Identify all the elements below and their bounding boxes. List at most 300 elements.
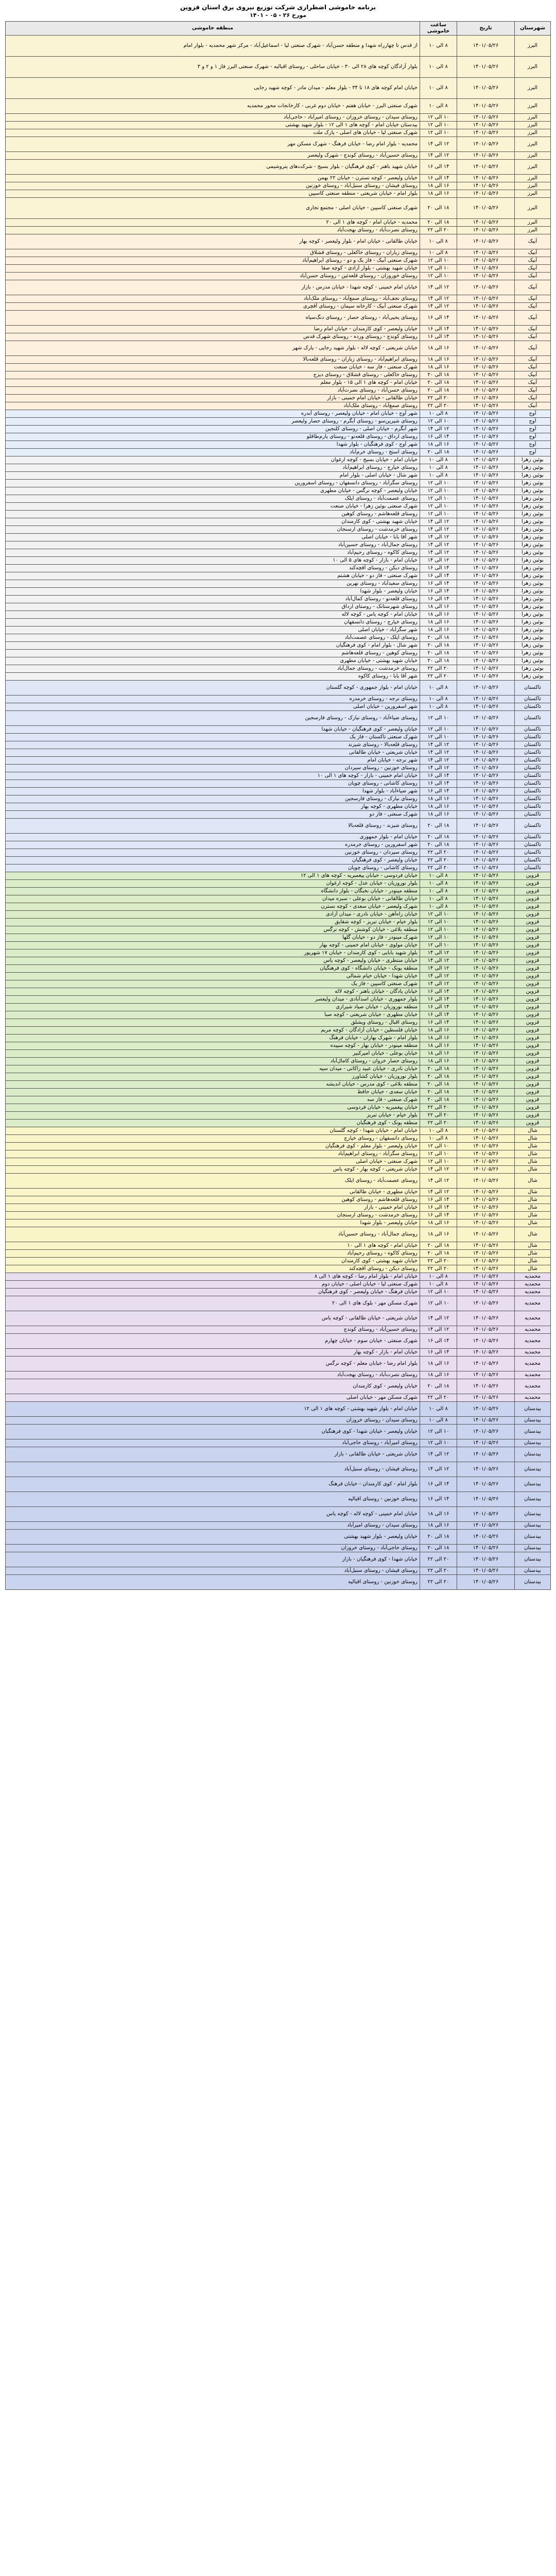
date-cell: ۱۴۰۱/۰۵/۲۶ [457,803,515,811]
table-row [6,919,551,926]
time-cell: ۲۰ الی ۲۲ [420,395,457,402]
time-cell: ۱۴ الی ۱۶ [420,596,457,603]
date-cell: ۱۴۰۱/۰۵/۲۶ [457,1447,515,1462]
time-cell: ۸ الی ۱۰ [420,880,457,888]
table-row [6,1158,551,1166]
date-cell: ۱۴۰۱/۰۵/۲۶ [457,1522,515,1530]
date-cell: ۱۴۰۱/۰۵/۲۶ [457,441,515,449]
city-cell: قزوین [515,1112,551,1120]
table-row [6,803,551,811]
city-cell: شال [515,1166,551,1174]
date-cell: ۱۴۰۱/۰۵/۲۶ [457,480,515,487]
time-cell: ۱۶ الی ۱۸ [420,1219,457,1227]
city-cell: شال [515,1227,551,1242]
outage-area-cell: شهرک صنعتی البرز - خیابان هفتم - خیابان دوم غربی - کارخانجات محور محمدیه [6,99,420,114]
date-cell: ۱۴۰۱/۰۵/۲۶ [457,888,515,895]
city-cell: بیدستان [515,1425,551,1439]
outage-area-cell: خیابان امام - بلوار جمهوری - کوچه گلستان [6,681,420,696]
city-cell: بوئین زهرا [515,657,551,665]
time-cell: ۱۴ الی ۱۶ [420,1196,457,1204]
outage-area-cell: روستای جمال‌آباد - روستای حسین‌آباد [6,541,420,549]
date-cell: ۱۴۰۱/۰۵/۲۶ [457,1212,515,1219]
time-cell: ۱۸ الی ۲۰ [420,449,457,456]
outage-area-cell: روستای نرجه - روستای خرمدره [6,696,420,703]
date-cell: ۱۴۰۱/۰۵/۲۶ [457,1334,515,1349]
outage-area-cell: خیابان امام - کوچه یاس - کوچه لاله [6,611,420,619]
table-row [6,1258,551,1265]
date-cell: ۱۴۰۱/۰۵/۲۶ [457,1349,515,1357]
date-cell: ۱۴۰۱/۰۵/۲۶ [457,265,515,273]
date-cell: ۱۴۰۱/۰۵/۲۶ [457,1439,515,1447]
table-row [6,681,551,696]
city-cell: شال [515,1189,551,1196]
time-cell: ۱۲ الی ۱۴ [420,950,457,957]
time-cell: ۱۴ الی ۱۶ [420,1212,457,1219]
city-cell: قزوین [515,988,551,996]
outage-area-cell: شهرک صنعتی - فاز دو [6,811,420,819]
outage-area-cell: خیابان مطهری - کوچه بهار [6,803,420,811]
time-cell: ۸ الی ۱۰ [420,703,457,711]
table-row [6,518,551,526]
outage-area-cell: بلوار نوروزیان - خیابان کشاورز [6,1073,420,1081]
date-cell: ۱۴۰۱/۰۵/۲۶ [457,280,515,295]
time-cell: ۸ الی ۱۰ [420,1273,457,1281]
outage-area-cell: روستای یحیی‌آباد - روستای حصار - روستای دنگ‌سیاه [6,311,420,326]
date-cell: ۱۴۰۱/۰۵/۲۶ [457,57,515,78]
date-cell: ۱۴۰۱/۰۵/۲۶ [457,1379,515,1394]
outage-area-cell: خیابان امام خمینی - کوچه لاله - کوچه یاس [6,1507,420,1522]
outage-area-cell: خیابان امام - خیابان شهدا - کوچه گلستان [6,1127,420,1135]
city-cell: محمدیه [515,1326,551,1334]
time-cell: ۱۰ الی ۱۲ [420,495,457,503]
table-row [6,1379,551,1394]
date-cell: ۱۴۰۱/۰۵/۲۶ [457,549,515,557]
table-row [6,1447,551,1462]
city-cell: آبیک [515,273,551,280]
table-row [6,511,551,518]
table-row [6,1011,551,1019]
time-cell: ۱۸ الی ۲۰ [420,834,457,841]
schedule-page [5,0,551,1590]
city-cell: البرز [515,152,551,160]
outage-area-cell: منطقه مینودر - خیابان بهار - کوچه سپیده [6,1042,420,1050]
time-cell: ۱۰ الی ۱۲ [420,503,457,511]
city-cell: قزوین [515,1027,551,1035]
date-cell: ۱۴۰۱/۰۵/۲۶ [457,681,515,696]
time-cell: ۱۲ الی ۱۴ [420,280,457,295]
time-cell: ۸ الی ۱۰ [420,1402,457,1417]
table-row [6,657,551,665]
city-cell: آبیک [515,280,551,295]
date-cell: ۱۴۰۱/۰۵/۲۶ [457,303,515,311]
date-cell: ۱۴۰۱/۰۵/۲۶ [457,1545,515,1552]
table-row [6,114,551,122]
time-cell: ۱۸ الی ۲۰ [420,1242,457,1250]
date-cell: ۱۴۰۱/۰۵/۲۶ [457,895,515,903]
time-cell: ۱۲ الی ۱۴ [420,137,457,152]
time-cell: ۸ الی ۱۰ [420,903,457,911]
outage-area-cell: خیابان شهید بهشتی - کوی کارمندان [6,518,420,526]
time-cell: ۱۶ الی ۱۸ [420,364,457,371]
city-cell: بوئین زهرا [515,611,551,619]
outage-area-cell: روستای سگزآباد - روستای دانسفهان - روستای اسفرورین [6,480,420,487]
time-cell: ۱۰ الی ۱۲ [420,1425,457,1439]
outage-area-cell: خیابان امام خمینی - بازار [6,1204,420,1212]
outage-area-cell: روستای دیکن - روستای آقچه‌کند [6,565,420,572]
date-cell: ۱۴۰۱/۰۵/۲۶ [457,1089,515,1096]
time-cell: ۸ الی ۱۰ [420,78,457,99]
time-cell: ۲۰ الی ۲۲ [420,402,457,410]
outage-area-cell: روستای فیشان - روستای سنبل‌آباد - روستای خوزنین [6,182,420,190]
table-row [6,1371,551,1379]
table-row [6,152,551,160]
time-cell: ۲۰ الی ۲۲ [420,227,457,234]
city-cell: بیدستان [515,1492,551,1507]
date-cell: ۱۴۰۱/۰۵/۲۶ [457,1477,515,1492]
table-row [6,1058,551,1065]
time-cell: ۸ الی ۱۰ [420,249,457,257]
time-cell: ۱۰ الی ۱۲ [420,1289,457,1296]
time-cell: ۱۶ الی ۱۸ [420,1027,457,1035]
time-cell: ۱۰ الی ۱۲ [420,122,457,129]
time-cell: ۱۶ الی ۱۸ [420,626,457,634]
city-cell: بوئین زهرا [515,472,551,480]
city-cell: قزوین [515,1011,551,1019]
time-cell: ۱۴ الی ۱۶ [420,772,457,780]
outage-area-cell: خیابان ولیعصر - کوی کارمندان [6,1379,420,1394]
city-cell: محمدیه [515,1357,551,1371]
time-cell: ۱۰ الی ۱۲ [420,480,457,487]
table-row [6,487,551,495]
table-row [6,741,551,749]
time-cell: ۱۰ الی ۱۲ [420,418,457,426]
time-cell: ۱۰ الی ۱۲ [420,1158,457,1166]
table-row [6,78,551,99]
date-cell: ۱۴۰۱/۰۵/۲۶ [457,819,515,834]
time-cell: ۱۴ الی ۱۶ [420,788,457,795]
table-row [6,1311,551,1326]
outage-area-cell: منطقه نوروزیان - خیابان صیاد شیرازی [6,1004,420,1011]
city-cell: قزوین [515,950,551,957]
city-cell: آبیک [515,333,551,341]
date-cell: ۱۴۰۱/۰۵/۲۶ [457,841,515,849]
table-row [6,503,551,511]
city-cell: قزوین [515,942,551,950]
city-cell: آبیک [515,356,551,364]
table-row [6,1296,551,1311]
outage-area-cell: خیابان امام - کوچه های ۱ الی ۱۵ - بلوار معلم [6,379,420,387]
outage-area-cell: خیابان بوعلی - خیابان امیرکبیر [6,1050,420,1058]
city-cell: قزوین [515,973,551,980]
outage-area-cell: شهر آقا بابا - روستای کاکوه [6,673,420,681]
time-cell: ۱۸ الی ۲۰ [420,1073,457,1081]
date-cell: ۱۴۰۱/۰۵/۲۶ [457,129,515,137]
table-row [6,1042,551,1050]
city-cell: شال [515,1196,551,1204]
city-cell: البرز [515,227,551,234]
date-cell: ۱۴۰۱/۰۵/۲۶ [457,934,515,942]
table-row [6,472,551,480]
time-cell: ۱۲ الی ۱۴ [420,957,457,965]
table-row [6,911,551,919]
table-row [6,895,551,903]
city-cell: قزوین [515,957,551,965]
date-cell: ۱۴۰۱/۰۵/۲۶ [457,1462,515,1477]
table-row [6,379,551,387]
table-row [6,426,551,433]
outage-area-cell: خیابان امام - بلوار شهید بهشتی - کوچه های ۱ الی ۱۲ [6,1402,420,1417]
date-cell: ۱۴۰۱/۰۵/۲۶ [457,410,515,418]
city-cell: قزوین [515,1081,551,1089]
table-row [6,703,551,711]
table-row [6,1357,551,1371]
table-row [6,565,551,572]
time-cell: ۸ الی ۱۰ [420,1281,457,1289]
date-cell: ۱۴۰۱/۰۵/۲۶ [457,341,515,356]
time-cell: ۱۶ الی ۱۸ [420,803,457,811]
time-cell: ۱۶ الی ۱۸ [420,1227,457,1242]
date-cell: ۱۴۰۱/۰۵/۲۶ [457,1104,515,1112]
city-cell: بوئین زهرا [515,588,551,596]
time-cell: ۱۶ الی ۱۸ [420,795,457,803]
date-cell: ۱۴۰۱/۰۵/۲۶ [457,788,515,795]
outage-area-cell: خیابان شریعتی - خیابان طالقانی - بازار [6,1447,420,1462]
table-row [6,464,551,472]
date-cell: ۱۴۰۱/۰۵/۲۶ [457,1311,515,1326]
outage-area-cell: خیابان نادری - خیابان عبید زاکانی - میدان سپه [6,1065,420,1073]
outage-area-cell: روستای خوروزان - روستای قلعه‌ئین - روستای حسن‌آباد [6,273,420,280]
table-row [6,549,551,557]
date-cell: ۱۴۰۱/۰۵/۲۶ [457,464,515,472]
table-row [6,1166,551,1174]
outage-area-cell: خیابان امام خمینی - کوچه شهدا - خیابان مدرس - بازار [6,280,420,295]
table-row [6,1065,551,1073]
city-cell: قزوین [515,1058,551,1065]
time-cell: ۱۶ الی ۱۸ [420,1035,457,1042]
outage-area-cell: روستای نجف‌آباد - روستای صمغ‌آباد - روستای ملک‌آباد [6,295,420,303]
date-cell: ۱۴۰۱/۰۵/۲۶ [457,1042,515,1050]
time-cell: ۱۲ الی ۱۴ [420,526,457,534]
time-cell: ۱۸ الی ۲۰ [420,841,457,849]
table-row [6,988,551,996]
outage-area-cell: روستای ایلک - روستای عصمت‌آباد [6,634,420,642]
city-cell: آبیک [515,257,551,265]
date-cell: ۱۴۰۱/۰۵/۲۶ [457,1242,515,1250]
table-row [6,265,551,273]
time-cell: ۱۲ الی ۱۴ [420,765,457,772]
city-cell: آبیک [515,371,551,379]
table-row [6,673,551,681]
outage-area-cell: خیابان ولیعصر - کوی فرهنگیان - خیابان شهدا [6,726,420,734]
table-row [6,1522,551,1530]
time-cell: ۸ الی ۱۰ [420,1127,457,1135]
table-row [6,449,551,456]
date-cell: ۱۴۰۱/۰۵/۲۶ [457,665,515,673]
city-cell: آبیک [515,234,551,249]
outage-area-cell: خیابان ولیعصر - کوی فرهنگیان [6,857,420,865]
table-row [6,834,551,841]
outage-area-cell: شهر سگزآباد - خیابان اصلی [6,626,420,634]
city-cell: بیدستان [515,1575,551,1590]
column-header-date: تاریخ [457,22,515,36]
date-cell: ۱۴۰۱/۰۵/۲۶ [457,741,515,749]
city-cell: بوئین زهرا [515,534,551,541]
city-cell: محمدیه [515,1289,551,1296]
table-row [6,311,551,326]
time-cell: ۲۰ الی ۲۲ [420,1104,457,1112]
city-cell: شال [515,1250,551,1258]
city-cell: بیدستان [515,1439,551,1447]
time-cell: ۱۸ الی ۲۰ [420,219,457,227]
city-cell: تاکستان [515,788,551,795]
table-row [6,1135,551,1143]
date-cell: ۱۴۰۱/۰۵/۲۶ [457,487,515,495]
city-cell: بوئین زهرا [515,642,551,650]
date-cell: ۱۴۰۱/۰۵/۲۶ [457,1492,515,1507]
table-row [6,190,551,198]
table-row [6,257,551,265]
city-cell: تاکستان [515,681,551,696]
outage-area-cell: خیابان منتظری - خیابان ولیعصر - کوچه یاس [6,957,420,965]
time-cell: ۱۲ الی ۱۴ [420,534,457,541]
column-header-city: شهرستان [515,22,551,36]
outage-area-cell: شهر اسفرورین - روستای خرمدره [6,841,420,849]
table-row [6,1567,551,1575]
outage-area-cell: روستای نصرت‌آباد - روستای بهجت‌آباد [6,227,420,234]
outage-area-cell: شهرک صنعتی آبیک - فاز یک و دو - روستای ابراهیم‌آباد [6,257,420,265]
time-cell: ۱۰ الی ۱۲ [420,1296,457,1311]
date-cell: ۱۴۰۱/۰۵/۲۶ [457,456,515,464]
date-cell: ۱۴۰۱/۰۵/۲۶ [457,426,515,433]
outage-area-cell: خیابان فلسطین - خیابان آزادگان - کوچه مریم [6,1027,420,1035]
time-cell: ۱۲ الی ۱۴ [420,1189,457,1196]
city-cell: بیدستان [515,1530,551,1545]
date-cell: ۱۴۰۱/۰۵/۲۶ [457,1250,515,1258]
outage-area-cell: از قدس تا چهارراه شهدا و منطقه حسن‌آباد - شهرک صنعتی لیا - اسماعیل‌آباد - مرکز شهر محمدیه - بلوار امام [6,36,420,57]
time-cell: ۱۸ الی ۲۰ [420,1081,457,1089]
city-cell: آوج [515,433,551,441]
outage-area-cell: شهرک مسکن مهر - بلوک های ۱ الی ۲۰ [6,1296,420,1311]
time-cell: ۱۲ الی ۱۴ [420,541,457,549]
city-cell: محمدیه [515,1273,551,1281]
table-row [6,418,551,426]
time-cell: ۱۲ الی ۱۴ [420,557,457,565]
date-cell: ۱۴۰۱/۰۵/۲۶ [457,395,515,402]
time-cell: ۱۶ الی ۱۸ [420,811,457,819]
outage-area-cell: خیابان فرهنگ - خیابان ولیعصر - کوی فرهنگیان [6,1289,420,1296]
date-cell: ۱۴۰۱/۰۵/۲۶ [457,1417,515,1425]
city-cell: آوج [515,410,551,418]
table-row [6,371,551,379]
outage-area-cell: خیابان پادگان - خیابان باهنر - کوچه لاله [6,988,420,996]
outage-area-cell: شهرک صنعتی - خیابان سوم - خیابان چهارم [6,1334,420,1349]
city-cell: بوئین زهرا [515,665,551,673]
outage-area-cell: خیابان مولوی - خیابان امام خمینی - کوچه بهار [6,942,420,950]
date-cell: ۱۴۰۱/۰۵/۲۶ [457,99,515,114]
table-row [6,280,551,295]
outage-area-cell: بلوار امام - کوی کارمندان - خیابان فرهنگ [6,1477,420,1492]
outage-area-cell: خیابان شهید بهشتی - خیابان مطهری [6,657,420,665]
time-cell: ۱۶ الی ۱۸ [420,182,457,190]
outage-area-cell: روستای نصرت‌آباد - روستای بهجت‌آباد [6,1371,420,1379]
time-cell: ۱۶ الی ۱۸ [420,611,457,619]
outage-area-cell: شهرک صنعتی بوئین زهرا - خیابان صنعت [6,503,420,511]
city-cell: بوئین زهرا [515,619,551,626]
outage-area-cell: روستای صمغ‌آباد - روستای ملک‌آباد [6,402,420,410]
table-row [6,122,551,129]
city-cell: تاکستان [515,734,551,741]
city-cell: شال [515,1127,551,1135]
date-cell: ۱۴۰۱/۰۵/۲۶ [457,903,515,911]
time-cell: ۱۰ الی ۱۲ [420,129,457,137]
date-cell: ۱۴۰۱/۰۵/۲۶ [457,780,515,788]
table-row [6,950,551,957]
city-cell: قزوین [515,880,551,888]
outage-area-cell: خیابان ولیعصر - بلوار شهید بهشتی [6,1530,420,1545]
date-cell: ۱۴۰۱/۰۵/۲۶ [457,273,515,280]
city-cell: شال [515,1174,551,1189]
date-cell: ۱۴۰۱/۰۵/۲۶ [457,857,515,865]
date-cell: ۱۴۰۱/۰۵/۲۶ [457,333,515,341]
outage-area-cell: خیابان ولیعصر - کوی کارمندان - خیابان امام رضا [6,326,420,333]
table-row [6,880,551,888]
outage-area-cell: منطقه پونک - کوی فرهنگیان [6,1120,420,1127]
table-row [6,1281,551,1289]
city-cell: آوج [515,449,551,456]
date-cell: ۱۴۰۱/۰۵/۲۶ [457,1019,515,1027]
date-cell: ۱۴۰۱/۰۵/۲۶ [457,495,515,503]
date-cell: ۱۴۰۱/۰۵/۲۶ [457,619,515,626]
table-row [6,1089,551,1096]
city-cell: قزوین [515,911,551,919]
date-cell: ۱۴۰۱/۰۵/۲۶ [457,726,515,734]
table-row [6,1174,551,1189]
time-cell: ۱۴ الی ۱۶ [420,1011,457,1019]
city-cell: بوئین زهرا [515,549,551,557]
table-row [6,526,551,534]
city-cell: بیدستان [515,1447,551,1462]
time-cell: ۸ الی ۱۰ [420,456,457,464]
time-cell: ۱۶ الی ۱۸ [420,1042,457,1050]
city-cell: آبیک [515,295,551,303]
city-cell: آبیک [515,402,551,410]
city-cell: تاکستان [515,834,551,841]
date-cell: ۱۴۰۱/۰۵/۲۶ [457,865,515,872]
outage-area-cell: شهرک مینودر - فاز دو - خیابان گلها [6,934,420,942]
date-cell: ۱۴۰۱/۰۵/۲۶ [457,371,515,379]
outage-area-cell: روستای قلعه‌هاشم - روستای کوهین [6,511,420,518]
date-cell: ۱۴۰۱/۰۵/۲۶ [457,364,515,371]
time-cell: ۱۶ الی ۱۸ [420,1050,457,1058]
date-cell: ۱۴۰۱/۰۵/۲۶ [457,1281,515,1289]
outage-area-cell: روستای کاشانی - روستای چوپان [6,865,420,872]
date-cell: ۱۴۰۱/۰۵/۲۶ [457,1273,515,1281]
outage-area-cell: روستای فیشان - روستای سنبل‌آباد [6,1567,420,1575]
outage-area-cell: خیابان ولیعصر - کوچه نسترن - خیابان ۲۲ بهمن [6,175,420,182]
date-cell: ۱۴۰۱/۰۵/۲۶ [457,565,515,572]
time-cell: ۱۸ الی ۲۰ [420,1530,457,1545]
time-cell: ۱۸ الی ۲۰ [420,634,457,642]
date-cell: ۱۴۰۱/۰۵/۲۶ [457,182,515,190]
time-cell: ۱۲ الی ۱۴ [420,973,457,980]
time-cell: ۲۰ الی ۲۲ [420,673,457,681]
table-row [6,402,551,410]
time-cell: ۱۰ الی ۱۲ [420,1439,457,1447]
date-cell: ۱۴۰۱/۰۵/۲۶ [457,1150,515,1158]
date-cell: ۱۴۰۱/۰۵/۲۶ [457,78,515,99]
time-cell: ۱۸ الی ۲۰ [420,1089,457,1096]
time-cell: ۱۴ الی ۱۶ [420,1477,457,1492]
